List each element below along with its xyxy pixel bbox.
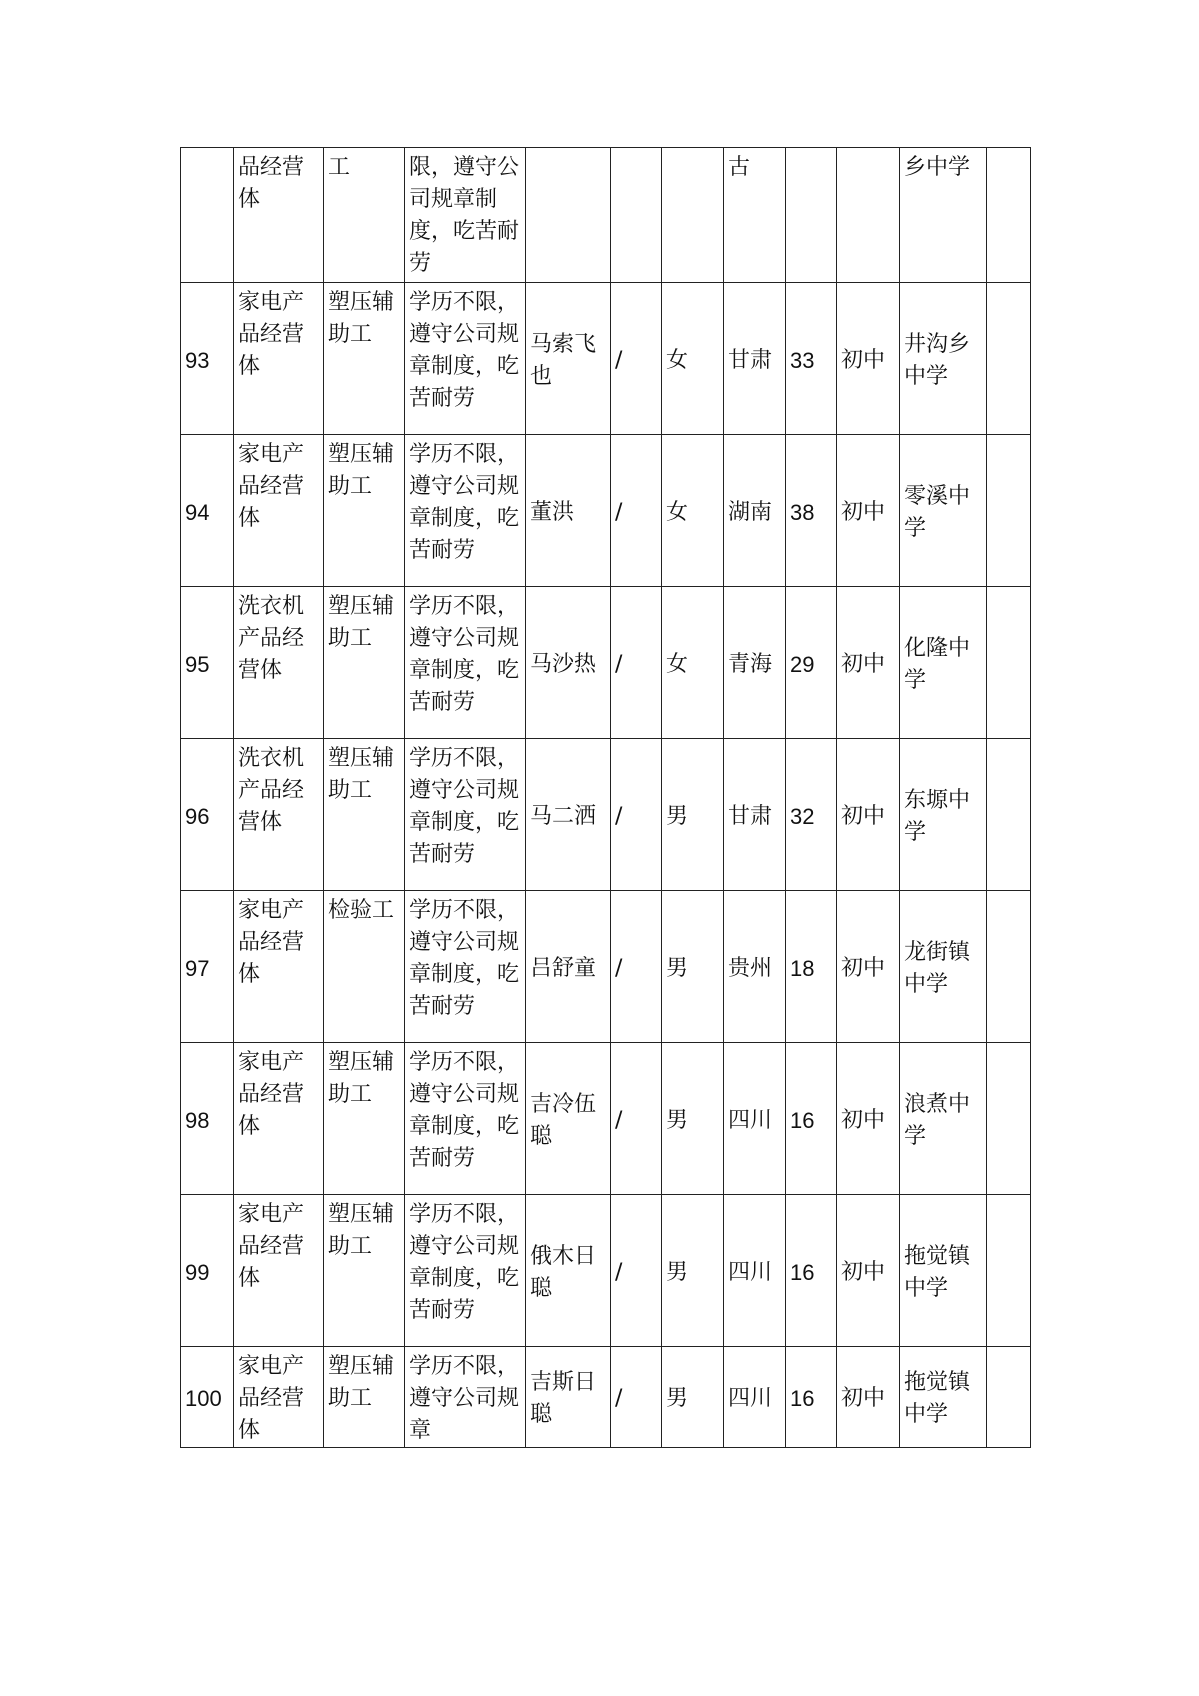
cell-education: 初中 [837, 891, 900, 1043]
cell-id-field: / [611, 283, 662, 435]
cell-requirement: 学历不限，遵守公司规章制度，吃苦耐劳 [405, 435, 526, 587]
cell-serial-number: 99 [181, 1195, 234, 1347]
cell-age: 33 [786, 283, 837, 435]
cell-age: 16 [786, 1043, 837, 1195]
cell-job-post: 塑压辅助工 [324, 1347, 405, 1448]
cell-education: 初中 [837, 1347, 900, 1448]
cell-gender: 男 [662, 891, 724, 1043]
cell-job-post: 塑压辅助工 [324, 283, 405, 435]
cell-id-field: / [611, 435, 662, 587]
cell-education: 初中 [837, 283, 900, 435]
cell-job-post: 塑压辅助工 [324, 435, 405, 587]
cell-age: 29 [786, 587, 837, 739]
table-row [181, 1347, 1031, 1448]
cell-origin: 湖南 [724, 435, 786, 587]
cell-school: 井沟乡中学 [900, 283, 987, 435]
cell-id-field: / [611, 739, 662, 891]
cell-serial-number: 100 [181, 1347, 234, 1448]
cell-requirement: 限，遵守公司规章制度，吃苦耐劳 [405, 148, 526, 283]
cell-education [837, 148, 900, 283]
cell-school: 东塬中学 [900, 739, 987, 891]
cell-requirement: 学历不限，遵守公司规章制度，吃苦耐劳 [405, 739, 526, 891]
cell-requirement: 学历不限，遵守公司规章制度，吃苦耐劳 [405, 1043, 526, 1195]
cell-gender: 女 [662, 435, 724, 587]
cell-requirement: 学历不限，遵守公司规章制度，吃苦耐劳 [405, 1195, 526, 1347]
cell-school: 乡中学 [900, 148, 987, 283]
cell-business-unit: 品经营体 [234, 148, 324, 283]
cell-education: 初中 [837, 587, 900, 739]
cell-job-post: 工 [324, 148, 405, 283]
cell-business-unit: 家电产品经营体 [234, 1043, 324, 1195]
cell-business-unit: 家电产品经营体 [234, 283, 324, 435]
recruitment-table [180, 147, 1031, 1448]
cell-worker-name: 马二洒 [526, 739, 611, 891]
cell-remark [987, 148, 1031, 283]
cell-worker-name: 吉斯日聪 [526, 1347, 611, 1448]
cell-worker-name [526, 148, 611, 283]
table-body [181, 148, 1031, 1448]
cell-school: 拖觉镇中学 [900, 1347, 987, 1448]
cell-origin: 四川 [724, 1347, 786, 1448]
cell-id-field: / [611, 891, 662, 1043]
cell-education: 初中 [837, 435, 900, 587]
cell-job-post: 塑压辅助工 [324, 587, 405, 739]
cell-gender: 男 [662, 1195, 724, 1347]
cell-gender: 男 [662, 1347, 724, 1448]
table-row [181, 1043, 1031, 1195]
cell-age [786, 148, 837, 283]
cell-business-unit: 家电产品经营体 [234, 891, 324, 1043]
table-row [181, 587, 1031, 739]
cell-origin: 古 [724, 148, 786, 283]
cell-serial-number: 97 [181, 891, 234, 1043]
table-row [181, 739, 1031, 891]
cell-requirement: 学历不限，遵守公司规章制度，吃苦耐劳 [405, 891, 526, 1043]
cell-remark [987, 587, 1031, 739]
cell-serial-number: 95 [181, 587, 234, 739]
cell-gender: 女 [662, 283, 724, 435]
cell-id-field: / [611, 1043, 662, 1195]
cell-education: 初中 [837, 1043, 900, 1195]
cell-worker-name: 马沙热 [526, 587, 611, 739]
cell-age: 16 [786, 1347, 837, 1448]
cell-remark [987, 739, 1031, 891]
cell-requirement: 学历不限，遵守公司规章制度，吃苦耐劳 [405, 283, 526, 435]
table-row [181, 891, 1031, 1043]
cell-id-field: / [611, 1347, 662, 1448]
cell-school: 浪煮中学 [900, 1043, 987, 1195]
cell-worker-name: 马索飞也 [526, 283, 611, 435]
cell-requirement: 学历不限，遵守公司规章 [405, 1347, 526, 1448]
table-row [181, 148, 1031, 283]
cell-remark [987, 283, 1031, 435]
cell-serial-number [181, 148, 234, 283]
cell-education: 初中 [837, 1195, 900, 1347]
cell-remark [987, 1195, 1031, 1347]
cell-id-field [611, 148, 662, 283]
cell-age: 32 [786, 739, 837, 891]
cell-worker-name: 俄木日聪 [526, 1195, 611, 1347]
cell-job-post: 检验工 [324, 891, 405, 1043]
table-row [181, 435, 1031, 587]
cell-gender: 女 [662, 587, 724, 739]
cell-remark [987, 1347, 1031, 1448]
table-row [181, 283, 1031, 435]
cell-remark [987, 1043, 1031, 1195]
cell-business-unit: 家电产品经营体 [234, 1195, 324, 1347]
cell-school: 化隆中学 [900, 587, 987, 739]
cell-school: 拖觉镇中学 [900, 1195, 987, 1347]
cell-serial-number: 96 [181, 739, 234, 891]
cell-education: 初中 [837, 739, 900, 891]
cell-requirement: 学历不限，遵守公司规章制度，吃苦耐劳 [405, 587, 526, 739]
cell-school: 零溪中学 [900, 435, 987, 587]
cell-business-unit: 洗衣机产品经营体 [234, 739, 324, 891]
cell-school: 龙街镇中学 [900, 891, 987, 1043]
cell-worker-name: 吉冷伍聪 [526, 1043, 611, 1195]
cell-origin: 四川 [724, 1043, 786, 1195]
cell-remark [987, 891, 1031, 1043]
cell-age: 38 [786, 435, 837, 587]
cell-origin: 青海 [724, 587, 786, 739]
cell-age: 18 [786, 891, 837, 1043]
cell-id-field: / [611, 1195, 662, 1347]
cell-job-post: 塑压辅助工 [324, 1195, 405, 1347]
cell-business-unit: 家电产品经营体 [234, 435, 324, 587]
cell-remark [987, 435, 1031, 587]
table-row [181, 1195, 1031, 1347]
cell-age: 16 [786, 1195, 837, 1347]
cell-gender [662, 148, 724, 283]
cell-origin: 四川 [724, 1195, 786, 1347]
cell-serial-number: 93 [181, 283, 234, 435]
cell-worker-name: 董洪 [526, 435, 611, 587]
cell-gender: 男 [662, 1043, 724, 1195]
cell-origin: 贵州 [724, 891, 786, 1043]
cell-id-field: / [611, 587, 662, 739]
cell-business-unit: 家电产品经营体 [234, 1347, 324, 1448]
cell-serial-number: 94 [181, 435, 234, 587]
cell-worker-name: 吕舒童 [526, 891, 611, 1043]
cell-origin: 甘肃 [724, 739, 786, 891]
cell-gender: 男 [662, 739, 724, 891]
cell-job-post: 塑压辅助工 [324, 739, 405, 891]
cell-origin: 甘肃 [724, 283, 786, 435]
cell-job-post: 塑压辅助工 [324, 1043, 405, 1195]
cell-business-unit: 洗衣机产品经营体 [234, 587, 324, 739]
cell-serial-number: 98 [181, 1043, 234, 1195]
